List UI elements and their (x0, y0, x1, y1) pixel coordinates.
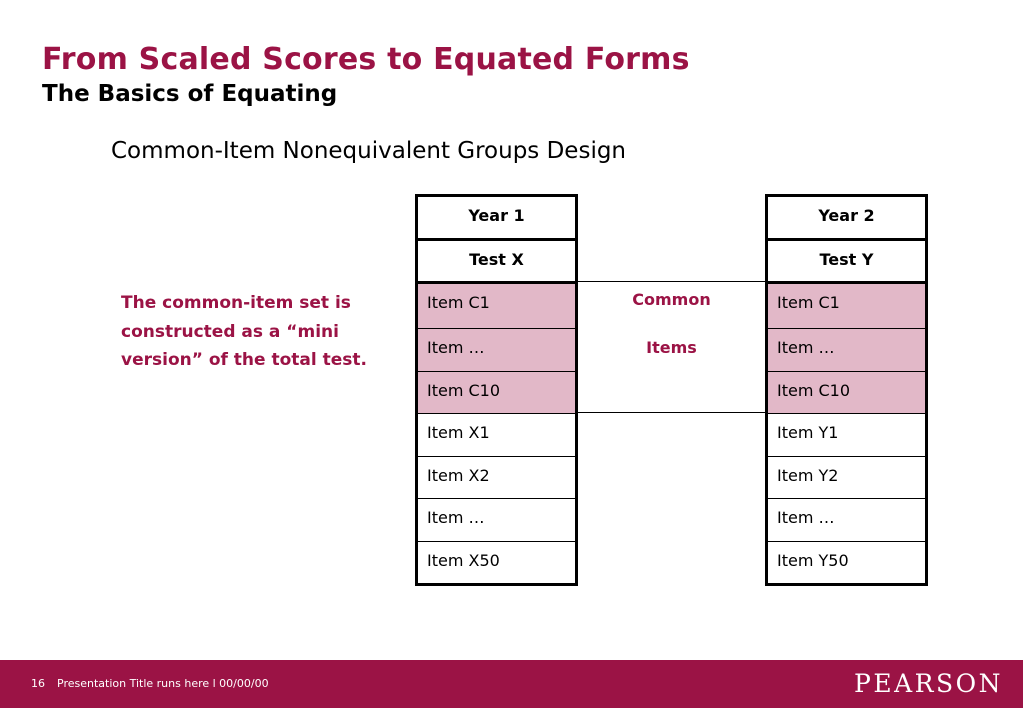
table-x-item: Item … (417, 499, 577, 542)
page-number: 16 (31, 677, 45, 690)
common-label-line2: Items (646, 338, 697, 357)
table-y-item: Item C10 (767, 372, 927, 414)
common-item-note: The common-item set is constructed as a “mini version” of the total test. (121, 293, 367, 370)
footer-bar (0, 660, 1023, 708)
table-y-year: Year 2 (767, 196, 927, 240)
table-y-item: Item … (767, 499, 927, 542)
table-x-item: Item X1 (417, 414, 577, 457)
table-x-year: Year 1 (417, 196, 577, 240)
table-x-item: Item … (417, 329, 577, 372)
table-y-item: Item … (767, 329, 927, 372)
common-label-line1: Common (632, 290, 711, 309)
table-y-item: Item C1 (767, 283, 927, 329)
slide-title: From Scaled Scores to Equated Forms (42, 42, 690, 77)
footer-text: Presentation Title runs here l 00/00/00 (57, 677, 269, 690)
table-x-item: Item X50 (417, 542, 577, 585)
table-y-test: Test Y (767, 240, 927, 283)
table-y-item: Item Y50 (767, 542, 927, 585)
table-y-item: Item Y1 (767, 414, 927, 457)
slide-subtitle: The Basics of Equating (42, 81, 338, 107)
section-heading: Common-Item Nonequivalent Groups Design (111, 138, 627, 164)
pearson-logo: PEARSON (854, 669, 1003, 698)
common-items-top-line (578, 281, 765, 282)
common-items-bottom-line (578, 412, 765, 413)
table-x-test: Test X (417, 240, 577, 283)
test-x-table (415, 194, 578, 586)
table-x-item: Item X2 (417, 457, 577, 499)
table-y-item: Item Y2 (767, 457, 927, 499)
test-y-table (765, 194, 928, 586)
table-x-item: Item C1 (417, 283, 577, 329)
table-x-item: Item C10 (417, 372, 577, 414)
